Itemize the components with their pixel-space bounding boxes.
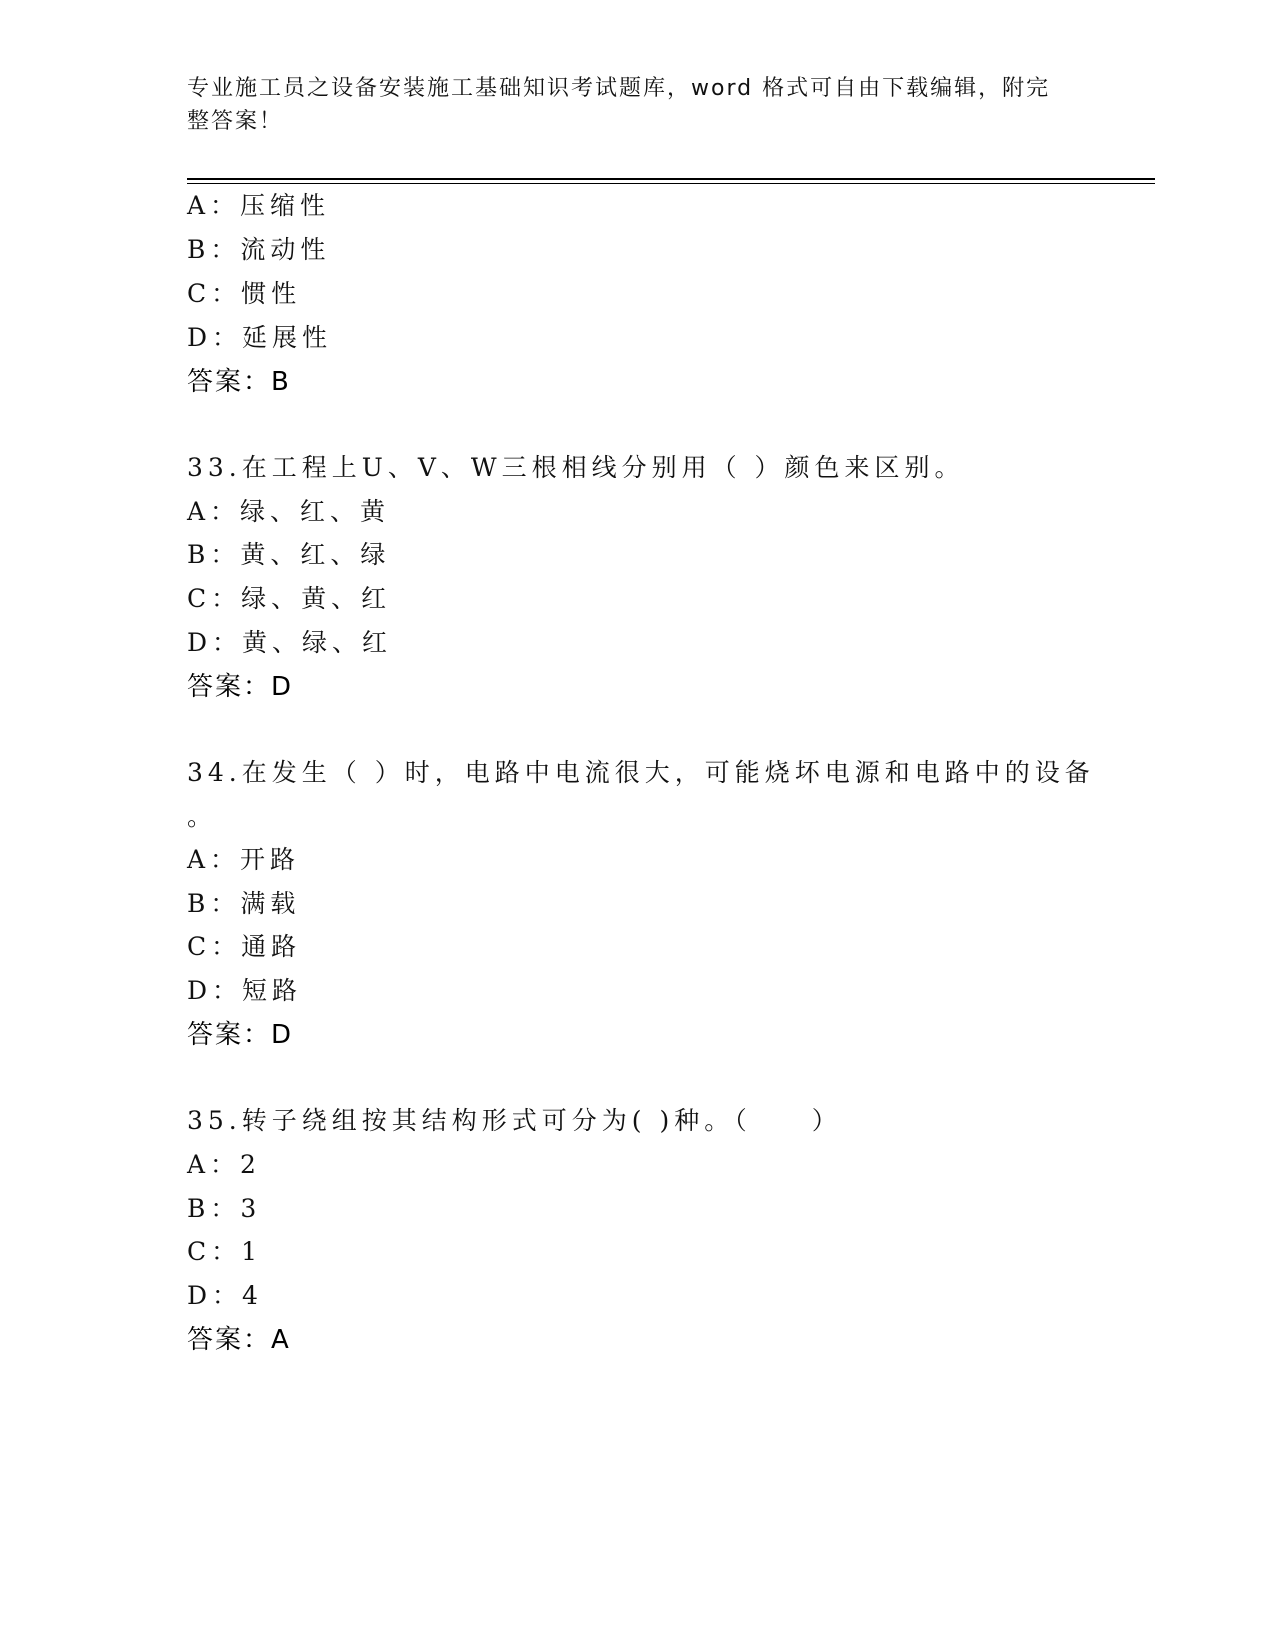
question-34: 34.在发生（ ）时，电路中电流很大，可能烧坏电源和电路中的设备 (187, 758, 1095, 787)
answer-line: 答案：D (187, 672, 294, 702)
option-d: D：黄、绿、红 (187, 628, 393, 657)
option-c: C：通路 (187, 932, 302, 961)
answer-line: 答案：B (187, 367, 291, 397)
option-c: C：1 (187, 1237, 263, 1266)
option-b: B：流动性 (187, 235, 331, 264)
question-35: 35.转子绕组按其结构形式可分为( )种。（ ） (187, 1106, 842, 1135)
document-header: 专业施工员之设备安装施工基础知识考试题库，word 格式可自由下载编辑，附完整答案！ (187, 76, 1051, 134)
option-c: C：惯性 (187, 279, 302, 308)
header-rule-thick (187, 178, 1155, 180)
option-d: D：延展性 (187, 323, 333, 352)
question-34-continuation: 。 (187, 802, 218, 831)
option-a: A：压缩性 (187, 191, 331, 220)
option-d: D：4 (187, 1281, 263, 1310)
option-a: A：开路 (187, 845, 301, 874)
answer-line: 答案：D (187, 1020, 294, 1050)
option-a: A：2 (187, 1150, 261, 1179)
option-b: B：满载 (187, 889, 301, 918)
answer-line: 答案：A (187, 1325, 291, 1355)
header-rule-thin (187, 183, 1155, 184)
option-c: C：绿、黄、红 (187, 584, 392, 613)
option-d: D：短路 (187, 976, 303, 1005)
option-a: A：绿、红、黄 (187, 497, 391, 526)
option-b: B：3 (187, 1194, 262, 1223)
option-b: B：黄、红、绿 (187, 540, 391, 569)
question-33: 33.在工程上U、V、W三根相线分别用（ ）颜色来区别。 (187, 453, 965, 482)
